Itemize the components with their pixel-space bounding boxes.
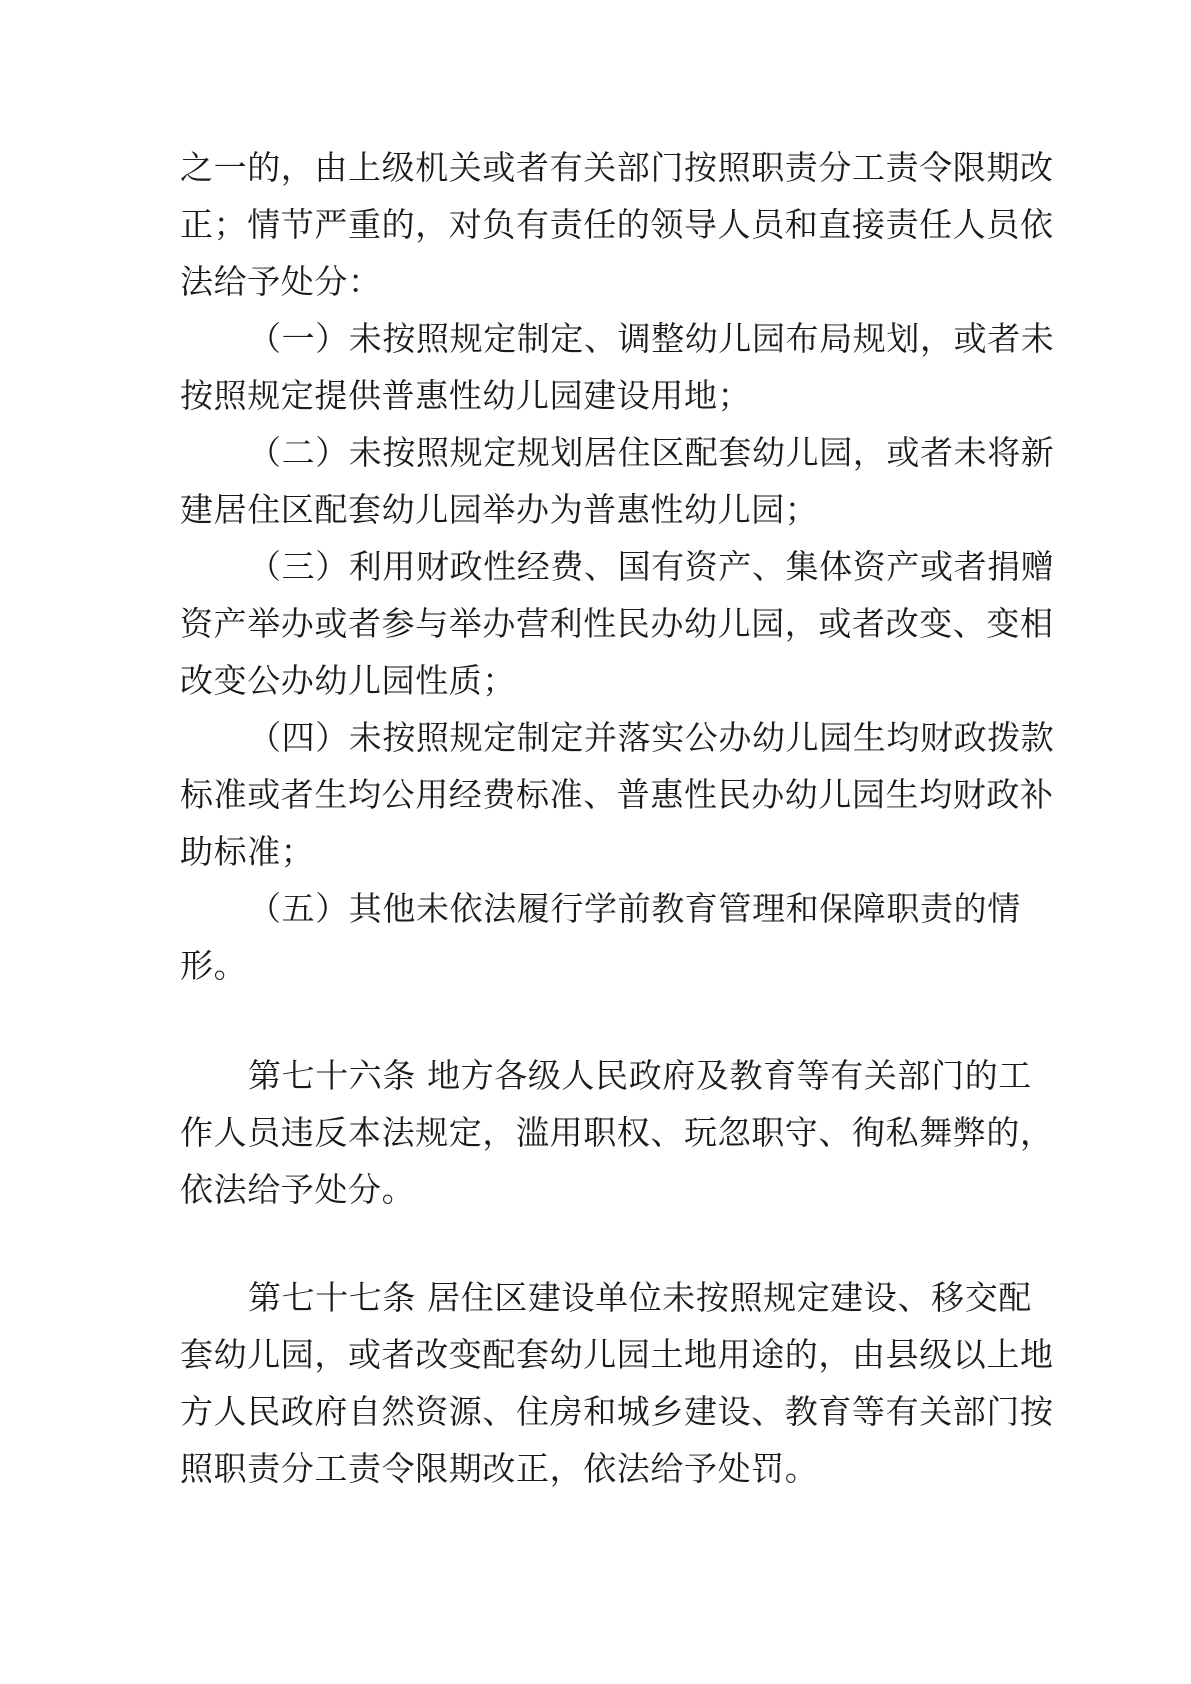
article-77-line: 第七十七条 居住区建设单位未按照规定建设、移交配 <box>248 1278 1032 1317</box>
article-76-line: 作人员违反本法规定，滥用职权、玩忽职守、徇私舞弊的， <box>180 1113 1054 1152</box>
article-76-line: 第七十六条 地方各级人民政府及教育等有关部门的工 <box>248 1056 1032 1095</box>
list-item-3-line: （三）利用财政性经费、国有资产、集体资产或者捐赠 <box>248 547 1055 586</box>
list-item-4-line: 标准或者生均公用经费标准、普惠性民办幼儿园生均财政补 <box>180 775 1054 814</box>
article-77-line: 方人民政府自然资源、住房和城乡建设、教育等有关部门按 <box>180 1392 1054 1431</box>
text-line: 法给予处分： <box>180 262 382 301</box>
list-item-2-line: 建居住区配套幼儿园举办为普惠性幼儿园； <box>180 490 819 529</box>
list-item-1-line: 按照规定提供普惠性幼儿园建设用地； <box>180 376 752 415</box>
article-77-line: 照职责分工责令限期改正，依法给予处罚。 <box>180 1449 819 1488</box>
article-76-line: 依法给予处分。 <box>180 1170 416 1209</box>
list-item-3-line: 改变公办幼儿园性质； <box>180 661 516 700</box>
article-77-line: 套幼儿园，或者改变配套幼儿园土地用途的，由县级以上地 <box>180 1335 1054 1374</box>
list-item-5-line: （五）其他未依法履行学前教育管理和保障职责的情 <box>248 889 1021 928</box>
list-item-3-line: 资产举办或者参与举办营利性民办幼儿园，或者改变、变相 <box>180 604 1054 643</box>
list-item-4-line: （四）未按照规定制定并落实公办幼儿园生均财政拨款 <box>248 718 1055 757</box>
list-item-2-line: （二）未按照规定规划居住区配套幼儿园，或者未将新 <box>248 433 1055 472</box>
text-line: 之一的，由上级机关或者有关部门按照职责分工责令限期改 <box>180 148 1054 187</box>
text-line: 正；情节严重的，对负有责任的领导人员和直接责任人员依 <box>180 205 1054 244</box>
list-item-1-line: （一）未按照规定制定、调整幼儿园布局规划，或者未 <box>248 319 1055 358</box>
list-item-4-line: 助标准； <box>180 832 315 871</box>
list-item-5-line: 形。 <box>180 946 248 985</box>
